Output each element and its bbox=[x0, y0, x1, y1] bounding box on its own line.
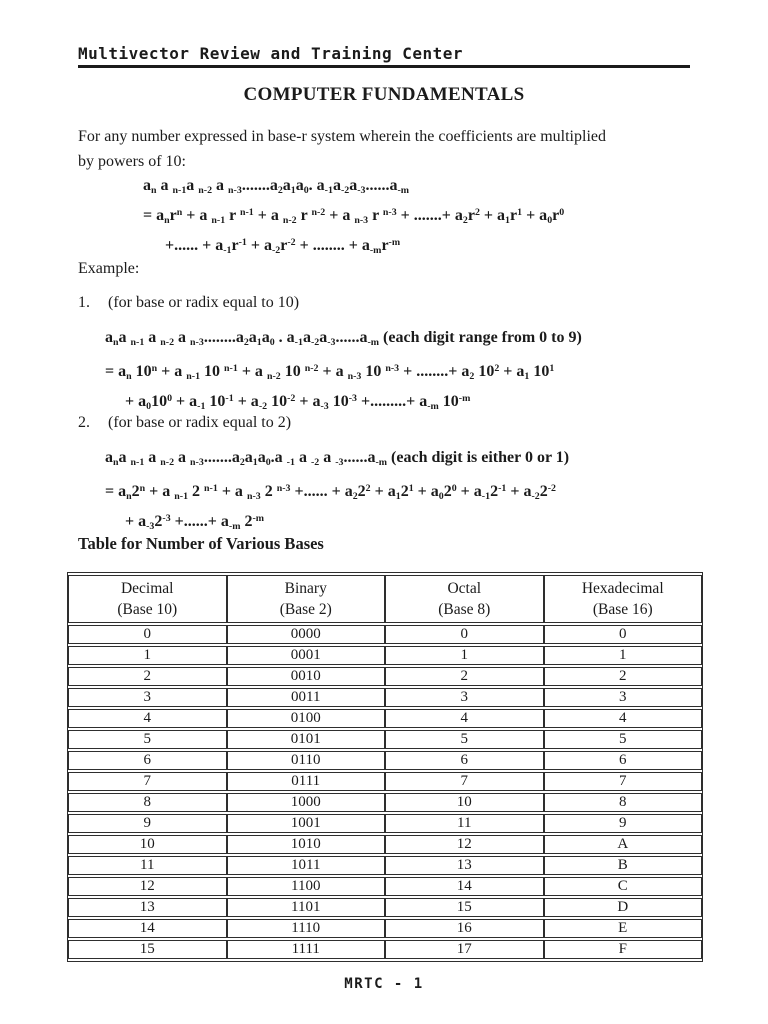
example-2-intro: (for base or radix equal to 2) bbox=[108, 414, 292, 431]
table-cell: 0 bbox=[68, 625, 227, 644]
table-cell: 8 bbox=[68, 793, 227, 812]
table-row bbox=[68, 856, 702, 875]
table-cell: C bbox=[544, 877, 703, 896]
table-cell: 17 bbox=[385, 940, 544, 959]
table-cell: 0001 bbox=[227, 646, 386, 665]
example-item-1 bbox=[78, 294, 299, 312]
table-row bbox=[68, 835, 702, 854]
table-cell: 13 bbox=[385, 856, 544, 875]
table-cell: 1001 bbox=[227, 814, 386, 833]
table-cell: 8 bbox=[544, 793, 703, 812]
column-header-octal: Octal (Base 8) bbox=[385, 575, 544, 623]
table-cell: 15 bbox=[385, 898, 544, 917]
general-formula-line2: = $a_nr^n + a$ $_{n-1}$ r $^{n-1}$ + a $_{n-2}$ r $^{n-2}$ + a $_{n-3}$ r $^{n-3}$ + .......+ $a_2r^2 + a_1r^1 + a_0r^0$ bbox=[143, 206, 565, 226]
example-2-formula-line1: $a_na$ $_{n-1}$ a $_{n-2}$ a $_{n-3}.......a_2a_1a_0.a$ $_{-1}$ a $_{-2}$ a $_{-3}......a_{-m}$ (each digit is either 0 or 1) bbox=[105, 449, 570, 468]
example-2-formula bbox=[105, 444, 569, 538]
table-cell: 1100 bbox=[227, 877, 386, 896]
table-cell: 0101 bbox=[227, 730, 386, 749]
table-cell: 1010 bbox=[227, 835, 386, 854]
table-cell: 5 bbox=[68, 730, 227, 749]
table-cell: 1011 bbox=[227, 856, 386, 875]
table-cell: 16 bbox=[385, 919, 544, 938]
intro-paragraph bbox=[78, 124, 696, 174]
table-cell: B bbox=[544, 856, 703, 875]
table-cell: 11 bbox=[68, 856, 227, 875]
table-cell: 7 bbox=[544, 772, 703, 791]
table-cell: 13 bbox=[68, 898, 227, 917]
table-cell: 5 bbox=[385, 730, 544, 749]
example-2-formula-line2: = $a_n2^n + a$ $_{n-1}$ 2 $^{n-1}$ + a $_{n-3}$ 2 $^{n-3}$ +...... + $a_22^2 + a_12^1 + a_02^0 + a_{-1}2^{-1} + a_{-2}2^{-2}$ bbox=[105, 482, 556, 502]
table-cell: 0110 bbox=[227, 751, 386, 770]
example-1-intro: (for base or radix equal to 10) bbox=[108, 294, 300, 311]
table-row bbox=[68, 688, 702, 707]
table-cell: 14 bbox=[385, 877, 544, 896]
table-row bbox=[68, 751, 702, 770]
table-cell: 2 bbox=[544, 667, 703, 686]
table-row bbox=[68, 940, 702, 959]
table-cell: E bbox=[544, 919, 703, 938]
general-formula bbox=[143, 172, 564, 262]
column-header-binary: Binary (Base 2) bbox=[227, 575, 386, 623]
table-cell: 10 bbox=[385, 793, 544, 812]
table-row bbox=[68, 625, 702, 644]
table-cell: 12 bbox=[68, 877, 227, 896]
number-bases-table bbox=[67, 572, 703, 962]
table-row bbox=[68, 793, 702, 812]
example-2-number: 2. bbox=[78, 414, 90, 431]
table-cell: 5 bbox=[544, 730, 703, 749]
table-cell: 9 bbox=[68, 814, 227, 833]
table-cell: 0 bbox=[385, 625, 544, 644]
table-cell: D bbox=[544, 898, 703, 917]
table-cell: 11 bbox=[385, 814, 544, 833]
table-cell: 6 bbox=[385, 751, 544, 770]
table-cell: 9 bbox=[544, 814, 703, 833]
table-cell: 1111 bbox=[227, 940, 386, 959]
table-cell: 7 bbox=[385, 772, 544, 791]
table-heading: Table for Number of Various Bases bbox=[78, 534, 324, 553]
table-cell: 1 bbox=[544, 646, 703, 665]
column-header-hexadecimal: Hexadecimal (Base 16) bbox=[544, 575, 703, 623]
page-title: COMPUTER FUNDAMENTALS bbox=[243, 84, 525, 105]
table-cell: 2 bbox=[68, 667, 227, 686]
table-header bbox=[68, 575, 702, 623]
table-cell: 4 bbox=[385, 709, 544, 728]
table-cell: 0000 bbox=[227, 625, 386, 644]
example-item-2 bbox=[78, 414, 291, 432]
table-cell: 3 bbox=[385, 688, 544, 707]
general-formula-line3: +...... + $a_{-1}r^{-1} + a_{-2}r^{-2}$ + ........ + $a_{-m}r^{-m}$ bbox=[165, 236, 401, 256]
table-row bbox=[68, 877, 702, 896]
table-cell: 6 bbox=[68, 751, 227, 770]
table-cell: 4 bbox=[544, 709, 703, 728]
table-cell: 7 bbox=[68, 772, 227, 791]
table-cell: 12 bbox=[385, 835, 544, 854]
table-cell: 0111 bbox=[227, 772, 386, 791]
running-header: Multivector Review and Training Center bbox=[78, 44, 690, 68]
table-cell: 0100 bbox=[227, 709, 386, 728]
table-cell: 3 bbox=[68, 688, 227, 707]
table-cell: 4 bbox=[68, 709, 227, 728]
intro-line-1: For any number expressed in base-r system wherein the coefficients are multiplied bbox=[78, 128, 606, 145]
intro-line-2: by powers of 10: bbox=[78, 153, 186, 170]
table-cell: 14 bbox=[68, 919, 227, 938]
table-row bbox=[68, 709, 702, 728]
table-row bbox=[68, 667, 702, 686]
table-row bbox=[68, 814, 702, 833]
table-cell: 10 bbox=[68, 835, 227, 854]
table-cell: 1 bbox=[385, 646, 544, 665]
table-cell: 1110 bbox=[227, 919, 386, 938]
example-heading: Example: bbox=[78, 260, 140, 277]
table-cell: 3 bbox=[544, 688, 703, 707]
table-cell: 0010 bbox=[227, 667, 386, 686]
table-cell: A bbox=[544, 835, 703, 854]
table-cell: 0 bbox=[544, 625, 703, 644]
example-1-formula-line2: = $a_n$ $10^n + a$ $_{n-1}$ 10 $^{n-1}$ + a $_{n-2}$ 10 $^{n-2}$ + a $_{n-3}$ 10 $^{n-3}$ + ........+ $a_2$ $10^2 + a_1$ $10^1$ bbox=[105, 362, 555, 382]
example-2-formula-line3: + $a_{-3}2^{-3}$ +......+ $a_{-m}$ $2^{-m}$ bbox=[125, 512, 265, 532]
table-cell: 0011 bbox=[227, 688, 386, 707]
column-header-decimal: Decimal (Base 10) bbox=[68, 575, 227, 623]
table-cell: 1 bbox=[68, 646, 227, 665]
table-row bbox=[68, 646, 702, 665]
example-1-formula-line3: + $a_010^0 + a_{-1}$ $10^{-1} + a_{-2}$ $10^{-2} + a_{-3}$ $10^{-3}$ +.........+ $a_{-m}$ $10^{-m}$ bbox=[125, 392, 471, 412]
table-cell: 6 bbox=[544, 751, 703, 770]
table-cell: 1101 bbox=[227, 898, 386, 917]
table-row bbox=[68, 898, 702, 917]
example-1-formula-line1: $a_na$ $_{n-1}$ a $_{n-2}$ a $_{n-3}........a_2a_1a_0$ . $a_{-1}a_{-2}a_{-3}......a_{-m}$ (each digit range from 0 to 9) bbox=[105, 329, 582, 348]
table-cell: 1000 bbox=[227, 793, 386, 812]
table-header-row bbox=[68, 575, 702, 623]
table-body bbox=[68, 625, 702, 959]
table-cell: F bbox=[544, 940, 703, 959]
table-row bbox=[68, 730, 702, 749]
page-footer: MRTC - 1 bbox=[344, 976, 424, 992]
table-row bbox=[68, 772, 702, 791]
table-cell: 2 bbox=[385, 667, 544, 686]
example-1-number: 1. bbox=[78, 294, 90, 311]
table-row bbox=[68, 919, 702, 938]
general-formula-line1: $a_n$ a $_{n-1}$a $_{n-2}$ a $_{n-3}.......a_2a_1a_0$. $a_{-1}a_{-2}a_{-3}......a_{-m}$ bbox=[143, 177, 410, 196]
table-cell: 15 bbox=[68, 940, 227, 959]
example-1-formula bbox=[105, 324, 582, 418]
